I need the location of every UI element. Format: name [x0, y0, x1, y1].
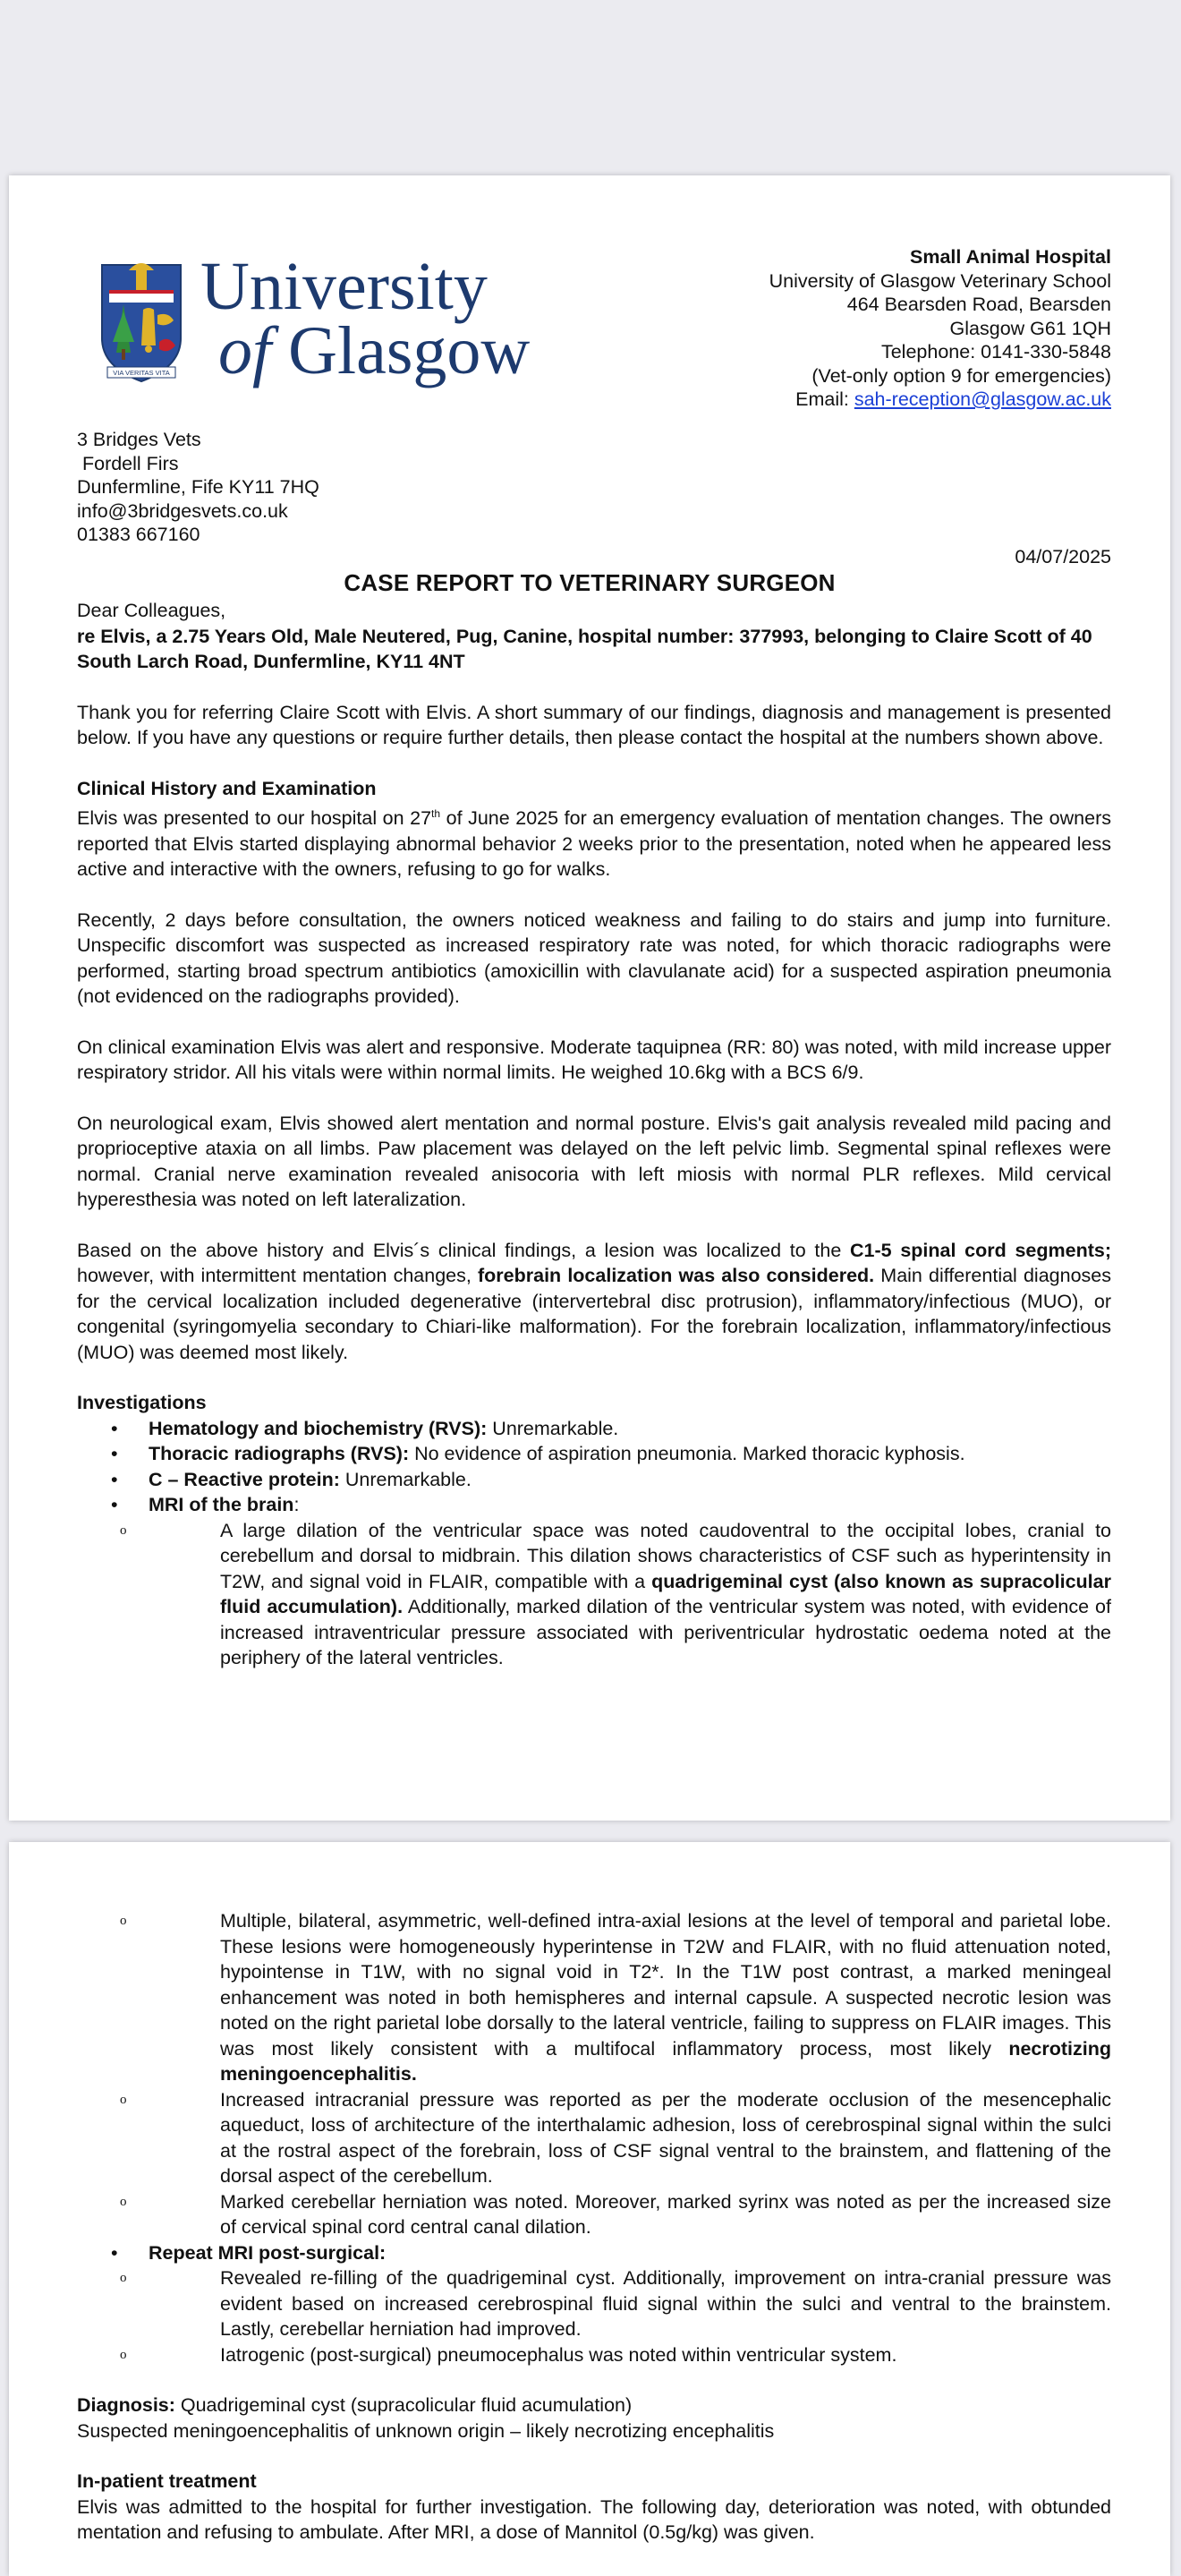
page-2-body [77, 1908, 1111, 2546]
city-postcode: Glasgow G61 1QH [949, 317, 1111, 339]
letter-date: 04/07/2025 [1015, 546, 1111, 567]
recipient-line: Dunfermline, Fife KY11 7HQ [77, 476, 319, 498]
list-item: • Hematology and biochemistry (RVS): Unremarkable. [77, 1416, 1111, 1442]
intro-paragraph: Thank you for referring Claire Scott with Elvis. A short summary of our findings, diagnosis and management is presented below. If you have any questions or require further details, then please contact the hospital at the numbers shown above. [77, 701, 1111, 748]
hospital-address-block [610, 245, 1111, 412]
repeat-mri-findings-list [77, 2265, 1111, 2367]
investigations-list [77, 1416, 1111, 1671]
mri-findings-list-continued [77, 1908, 1111, 2240]
investigations-heading: Investigations [77, 1392, 207, 1414]
diagnosis-line-2: Suspected meningoencephalitis of unknown origin – likely necrotizing encephalitis [77, 2419, 775, 2442]
history-heading: Clinical History and Examination [77, 777, 377, 799]
street-address: 464 Bearsden Road, Bearsden [846, 294, 1111, 315]
university-logo [97, 249, 531, 388]
history-paragraph-5: Based on the above history and Elvis´s clinical findings, a lesion was localized to the C1-5 spinal cord segments; however, with intermittent mentation changes, forebrain localization was also considered. Main differential diagnoses for the cervical localization included degenerative (intervertebral disc protrusion), inflammatory/infectious (MUO), or congenital (syringomyelia secondary to Chiari-like malformation). For the forebrain localization, inflammatory/infectious (MUO) was deemed most likely. [77, 1239, 1111, 1363]
hospital-name: Small Animal Hospital [909, 246, 1111, 268]
wordmark-line-1: University [200, 249, 488, 324]
telephone: Telephone: 0141-330-5848 [880, 341, 1111, 363]
history-paragraph-2: Recently, 2 days before consultation, the owners noticed weakness and failing to do stairs and jump into furniture. Unspecific discomfort was suspected as increased respiratory rate was noted, for which thoracic radiographs were performed, starting broad spectrum antibiotics (amoxicillin with clavulanate acid) for a suspected aspiration pneumonia (not evidenced on the radiographs provided). [77, 908, 1111, 1008]
recipient-line: 01383 667160 [77, 524, 200, 545]
list-item: • MRI of the brain: o A large dilation of the ventricular space was noted caudoventral to the occipital lobes, cranial to cerebellum and dorsal to midbrain. This dilation shows characteristics of CSF such as hyperintensity in T2W, and signal void in FLAIR, compatible with a quadrigeminal cyst (also known as supracolicular fluid accumulation). Additionally, marked dilation of the ventricular system was noted, with evidence of increased intraventricular pressure associated with periventricular hydrostatic oedema noted at the periphery of the lateral ventricles. [77, 1492, 1111, 1671]
diagnosis-line: Diagnosis: Quadrigeminal cyst (supracolicular fluid acumulation) [77, 2394, 633, 2416]
document-page-1 [9, 175, 1170, 1821]
list-item: • Thoracic radiographs (RVS): No evidence of aspiration pneumonia. Marked thoracic kyphosis. [77, 1441, 1111, 1467]
university-crest-icon [97, 252, 186, 385]
report-title: CASE REPORT TO VETERINARY SURGEON [344, 569, 836, 596]
treatment-paragraph: Elvis was admitted to the hospital for further investigation. The following day, deterioration was noted, with obtunded mentation and refusing to ambulate. After MRI, a dose of Mannitol (0.5g/kg) was given. [77, 2495, 1111, 2543]
repeat-mri-finding: o Revealed re-filling of the quadrigeminal cyst. Additionally, improvement on intra-cranial pressure was evident based on increased cerebrospinal fluid signal within the sulci and ventral to the brainstem. Lastly, cerebellar herniation had improved. [77, 2265, 1111, 2342]
school-name: University of Glasgow Veterinary School [769, 269, 1111, 292]
email-link[interactable]: sah-reception@glasgow.ac.uk [854, 388, 1111, 410]
university-wordmark [200, 249, 531, 388]
treatment-heading: In-patient treatment [77, 2470, 257, 2492]
document-page-2 [9, 1842, 1170, 2576]
mri-finding: o A large dilation of the ventricular space was noted caudoventral to the occipital lobes, cranial to cerebellum and dorsal to midbrain. This dilation shows characteristics of CSF such as hyperintensity in T2W, and signal void in FLAIR, compatible with a quadrigeminal cyst (also known as supracolicular fluid accumulation). Additionally, marked dilation of the ventricular system was noted, with evidence of increased intraventricular pressure associated with periventricular hydrostatic oedema noted at the periphery of the lateral ventricles. [77, 1518, 1111, 1671]
history-paragraph-4: On neurological exam, Elvis showed alert mentation and normal posture. Elvis's gait analysis revealed mild pacing and proprioceptive ataxia on all limbs. Paw placement was delayed on the left pelvic limb. Segmental spinal reflexes were normal. Cranial nerve examination revealed anisocoria with left miosis with normal PLR reflexes. Mild cervical hyperesthesia was noted on left lateralization. [77, 1112, 1111, 1211]
mri-finding: o Multiple, bilateral, asymmetric, well-defined intra-axial lesions at the level of temporal and parietal lobe. These lesions were homogeneously hyperintense in T2W and FLAIR, with no fluid attenuation noted, hypointense in T1W, with no signal void in T2*. In the T1W post contrast, a marked meningeal enhancement was noted in both hemispheres and internal capsule. A suspected necrotic lesion was noted on the right parietal lobe dorsally to the lateral ventricle, failing to suppress on FLAIR images. This was most likely consistent with a multifocal inflammatory process, most likely necrotizing meningoencephalitis. [77, 1908, 1111, 2087]
repeat-mri-finding: o Iatrogenic (post-surgical) pneumocephalus was noted within ventricular system. [77, 2342, 1111, 2368]
recipient-address-block [77, 428, 319, 547]
mri-findings-list [77, 1518, 1111, 1671]
re-line: re Elvis, a 2.75 Years Old, Male Neutered, Pug, Canine, hospital number: 377993, belonging to Claire Scott of 40 South Larch Road, Dunfermline, KY11 4NT [77, 625, 1092, 672]
emergency-note: (Vet-only option 9 for emergencies) [811, 364, 1111, 387]
history-paragraph-1: Elvis was presented to our hospital on 27th of June 2025 for an emergency evaluation of mentation changes. The owners reported that Elvis started displaying abnormal behavior 2 weeks prior to the presentation, noted when he appeared less active and interactive with the owners, refusing to go for walks. [77, 807, 1111, 881]
list-item: • Repeat MRI post-surgical: o Revealed re-filling of the quadrigeminal cyst. Additionally, improvement on intra-cranial pressure was evident based on increased cerebrospinal fluid signal within the sulci and ventral to the brainstem. Lastly, cerebellar herniation had improved. o Iatrogenic (post-surgical) pneumocephalus was noted within ventricular system. [77, 2240, 1111, 2368]
page-1-body [77, 598, 1111, 1671]
mri-finding: o Marked cerebellar herniation was noted. Moreover, marked syrinx was noted as per the increased size of cervical spinal cord central canal dilation. [77, 2189, 1111, 2240]
history-paragraph-3: On clinical examination Elvis was alert and responsive. Moderate taquipnea (RR: 80) was noted, with mild increase upper respiratory stridor. All his vitals were within normal limits. He weighed 10.6kg with a BCS 6/9. [77, 1036, 1111, 1084]
salutation: Dear Colleagues, [77, 600, 226, 621]
recipient-line: info@3bridgesvets.co.uk [77, 499, 288, 522]
recipient-line: 3 Bridges Vets [77, 429, 201, 450]
email-line: Email: sah-reception@glasgow.ac.uk [795, 388, 1111, 410]
list-item: • C – Reactive protein: Unremarkable. [77, 1467, 1111, 1493]
recipient-line: Fordell Firs [77, 452, 179, 474]
mri-finding: o Increased intracranial pressure was reported as per the moderate occlusion of the mesencephalic aqueduct, loss of architecture of the interthalamic adhesion, loss of cerebrospinal signal within the sulci at the rostral aspect of the forebrain, loss of CSF signal ventral to the brainstem, and flattening of the dorsal aspect of the cerebellum. [77, 2087, 1111, 2189]
wordmark-line-2: of Glasgow [218, 313, 531, 388]
investigations-list-continued [77, 2240, 1111, 2368]
svg-text:VIA VERITAS VITA: VIA VERITAS VITA [113, 369, 170, 377]
